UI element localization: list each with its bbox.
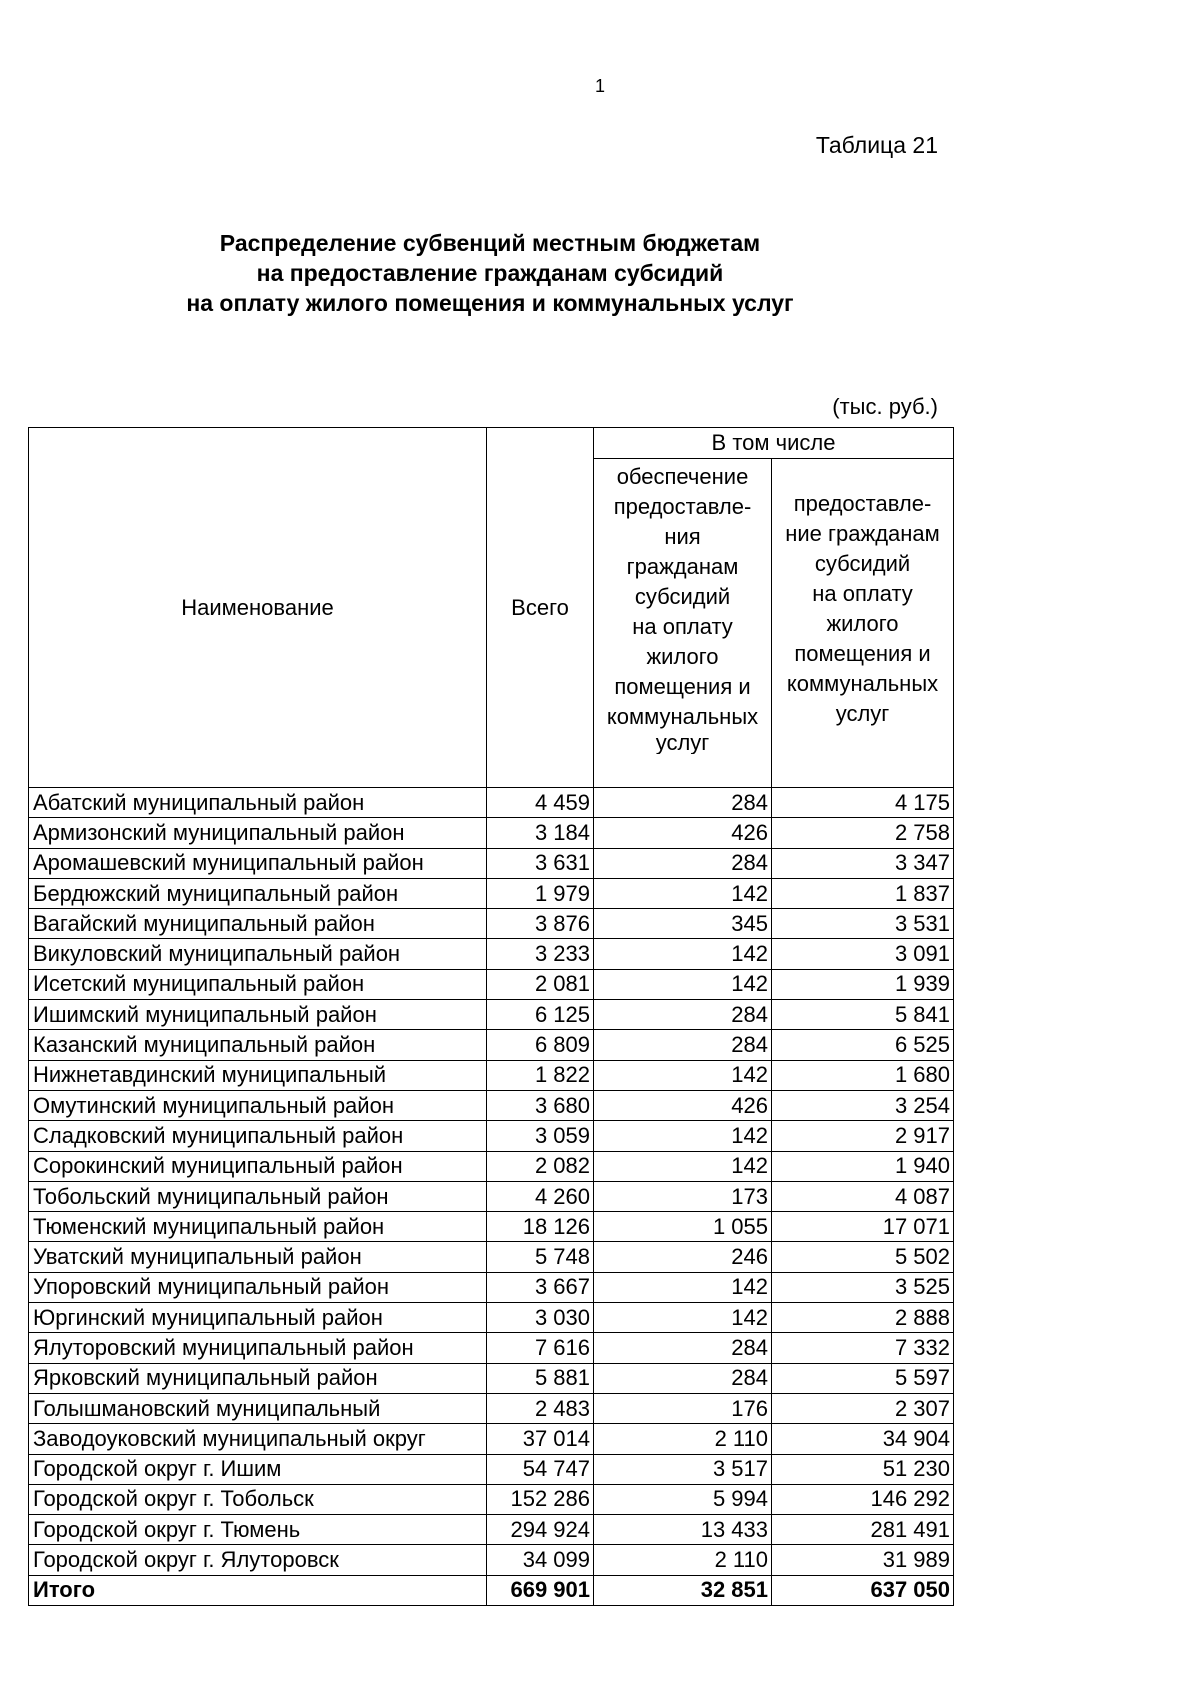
row-col1-cell: 284 xyxy=(594,1333,772,1363)
row-col1-cell: 1 055 xyxy=(594,1212,772,1242)
row-col2-cell: 1 837 xyxy=(772,878,954,908)
row-col1-cell: 3 517 xyxy=(594,1454,772,1484)
table-row xyxy=(29,1333,954,1363)
row-col2-cell: 1 939 xyxy=(772,969,954,999)
row-total-cell: 1 979 xyxy=(487,878,594,908)
row-col2-cell: 34 904 xyxy=(772,1424,954,1454)
row-col1-cell: 284 xyxy=(594,1000,772,1030)
header-col2-line: предоставле- xyxy=(793,491,932,516)
row-col2-cell: 637 050 xyxy=(772,1575,954,1605)
page-number: 1 xyxy=(594,76,605,96)
row-name-cell: Исетский муниципальный район xyxy=(29,969,487,999)
row-name-cell: Юргинский муниципальный район xyxy=(29,1303,487,1333)
row-total-cell: 7 616 xyxy=(487,1333,594,1363)
row-total-cell: 54 747 xyxy=(487,1454,594,1484)
row-total-cell: 37 014 xyxy=(487,1424,594,1454)
header-col1-line: жилого xyxy=(646,644,719,669)
row-name-cell: Городской округ г. Тобольск xyxy=(29,1484,487,1514)
table-row xyxy=(29,1030,954,1060)
header-col2 xyxy=(772,459,954,788)
row-col2-cell: 3 347 xyxy=(772,848,954,878)
row-total-cell: 18 126 xyxy=(487,1212,594,1242)
row-total-cell: 3 631 xyxy=(487,848,594,878)
row-name-cell: Казанский муниципальный район xyxy=(29,1030,487,1060)
row-col1-cell: 426 xyxy=(594,1090,772,1120)
header-col1-line: гражданам xyxy=(626,554,739,579)
row-total-cell: 2 081 xyxy=(487,969,594,999)
row-name-cell: Городской округ г. Ишим xyxy=(29,1454,487,1484)
row-name-cell: Вагайский муниципальный район xyxy=(29,909,487,939)
header-col2-line: коммунальных xyxy=(786,671,939,696)
row-col1-cell: 13 433 xyxy=(594,1515,772,1545)
row-total-cell: 3 233 xyxy=(487,939,594,969)
row-name-cell: Ишимский муниципальный район xyxy=(29,1000,487,1030)
row-col2-cell: 3 531 xyxy=(772,909,954,939)
row-col2-cell: 7 332 xyxy=(772,1333,954,1363)
header-col1-line: услуг xyxy=(655,732,710,754)
table-row xyxy=(29,1090,954,1120)
row-total-cell: 3 030 xyxy=(487,1303,594,1333)
row-col2-cell: 31 989 xyxy=(772,1545,954,1575)
header-col1-line: на оплату xyxy=(632,614,733,639)
row-total-cell: 3 059 xyxy=(487,1121,594,1151)
row-col1-cell: 2 110 xyxy=(594,1424,772,1454)
row-col2-cell: 2 758 xyxy=(772,818,954,848)
table-row xyxy=(29,939,954,969)
table-row xyxy=(29,1151,954,1181)
table-row xyxy=(29,1242,954,1272)
row-name-cell: Сорокинский муниципальный район xyxy=(29,1151,487,1181)
row-col1-cell: 142 xyxy=(594,878,772,908)
row-total-cell: 3 876 xyxy=(487,909,594,939)
row-col2-cell: 6 525 xyxy=(772,1030,954,1060)
title-line: на предоставление гражданам субсидий xyxy=(256,260,724,286)
row-col1-cell: 142 xyxy=(594,1151,772,1181)
row-col2-cell: 17 071 xyxy=(772,1212,954,1242)
row-total-cell: 5 881 xyxy=(487,1363,594,1393)
row-total-cell: 294 924 xyxy=(487,1515,594,1545)
row-name-cell: Бердюжский муниципальный район xyxy=(29,878,487,908)
header-col2-line: субсидий xyxy=(814,551,911,576)
row-name-cell: Тюменский муниципальный район xyxy=(29,1212,487,1242)
row-col2-cell: 281 491 xyxy=(772,1515,954,1545)
row-name-cell: Тобольский муниципальный район xyxy=(29,1181,487,1211)
row-col1-cell: 284 xyxy=(594,1363,772,1393)
row-name-cell: Аромашевский муниципальный район xyxy=(29,848,487,878)
row-col1-cell: 142 xyxy=(594,969,772,999)
table-row xyxy=(29,1515,954,1545)
row-total-cell: 2 483 xyxy=(487,1393,594,1423)
header-group: В том числе xyxy=(594,428,954,459)
table-row xyxy=(29,1393,954,1423)
header-col1-line: субсидий xyxy=(634,584,731,609)
table-total-row xyxy=(29,1575,954,1605)
row-name-cell: Упоровский муниципальный район xyxy=(29,1272,487,1302)
header-col2-line: помещения и xyxy=(794,641,931,666)
row-name-cell: Уватский муниципальный район xyxy=(29,1242,487,1272)
row-col1-cell: 142 xyxy=(594,939,772,969)
row-col1-cell: 5 994 xyxy=(594,1484,772,1514)
row-col1-cell: 2 110 xyxy=(594,1545,772,1575)
row-col2-cell: 5 502 xyxy=(772,1242,954,1272)
row-col1-cell: 284 xyxy=(594,1030,772,1060)
row-col1-cell: 142 xyxy=(594,1303,772,1333)
header-col1-line: обеспечение xyxy=(616,464,749,489)
row-total-cell: 6 809 xyxy=(487,1030,594,1060)
header-name: Наименование xyxy=(29,428,487,788)
subvention-table xyxy=(28,427,954,1606)
row-col2-cell: 4 087 xyxy=(772,1181,954,1211)
table-row xyxy=(29,1272,954,1302)
header-col1-line: коммунальных xyxy=(606,704,759,729)
row-col1-cell: 142 xyxy=(594,1060,772,1090)
table-row xyxy=(29,1454,954,1484)
row-total-cell: 3 184 xyxy=(487,818,594,848)
table-body xyxy=(29,788,954,1606)
row-total-cell: 669 901 xyxy=(487,1575,594,1605)
row-col2-cell: 1 940 xyxy=(772,1151,954,1181)
table-row xyxy=(29,1303,954,1333)
row-col1-cell: 345 xyxy=(594,909,772,939)
header-col2-line: ние гражданам xyxy=(785,521,940,546)
row-col2-cell: 51 230 xyxy=(772,1454,954,1484)
units-label: (тыс. руб.) xyxy=(832,394,938,419)
row-total-cell: 2 082 xyxy=(487,1151,594,1181)
row-col2-cell: 4 175 xyxy=(772,788,954,818)
table-row xyxy=(29,1060,954,1090)
row-total-cell: 1 822 xyxy=(487,1060,594,1090)
table-row xyxy=(29,1545,954,1575)
table-row xyxy=(29,1484,954,1514)
row-name-cell: Сладковский муниципальный район xyxy=(29,1121,487,1151)
header-col1-line: ния xyxy=(664,524,701,549)
header-col1 xyxy=(594,459,772,788)
row-name-cell: Городской округ г. Тюмень xyxy=(29,1515,487,1545)
row-col2-cell: 3 091 xyxy=(772,939,954,969)
row-total-cell: 4 459 xyxy=(487,788,594,818)
row-col2-cell: 2 307 xyxy=(772,1393,954,1423)
header-col2-line: услуг xyxy=(835,701,890,726)
row-name-cell: Ярковский муниципальный район xyxy=(29,1363,487,1393)
row-total-cell: 152 286 xyxy=(487,1484,594,1514)
table-row xyxy=(29,1424,954,1454)
table-row xyxy=(29,1000,954,1030)
row-name-cell: Заводоуковский муниципальный округ xyxy=(29,1424,487,1454)
row-name-cell: Викуловский муниципальный район xyxy=(29,939,487,969)
table-row xyxy=(29,1121,954,1151)
row-col1-cell: 284 xyxy=(594,848,772,878)
row-col2-cell: 146 292 xyxy=(772,1484,954,1514)
title-line: Распределение субвенций местным бюджетам xyxy=(219,230,761,256)
row-col1-cell: 284 xyxy=(594,788,772,818)
row-col2-cell: 3 254 xyxy=(772,1090,954,1120)
header-col2-line: на оплату xyxy=(812,581,913,606)
document-title xyxy=(140,228,840,318)
row-col2-cell: 5 841 xyxy=(772,1000,954,1030)
row-col1-cell: 142 xyxy=(594,1121,772,1151)
row-name-cell: Армизонский муниципальный район xyxy=(29,818,487,848)
row-total-cell: 4 260 xyxy=(487,1181,594,1211)
row-col2-cell: 3 525 xyxy=(772,1272,954,1302)
table-row xyxy=(29,1181,954,1211)
row-name-cell: Городской округ г. Ялуторовск xyxy=(29,1545,487,1575)
table-row xyxy=(29,1363,954,1393)
row-total-cell: 6 125 xyxy=(487,1000,594,1030)
row-name-cell: Нижнетавдинский муниципальный xyxy=(29,1060,487,1090)
row-col1-cell: 32 851 xyxy=(594,1575,772,1605)
row-col1-cell: 173 xyxy=(594,1181,772,1211)
row-col1-cell: 426 xyxy=(594,818,772,848)
table-row xyxy=(29,909,954,939)
header-col1-line: предоставле- xyxy=(613,494,752,519)
row-col1-cell: 176 xyxy=(594,1393,772,1423)
row-col2-cell: 1 680 xyxy=(772,1060,954,1090)
table-row xyxy=(29,969,954,999)
row-name-cell: Абатский муниципальный район xyxy=(29,788,487,818)
table-row xyxy=(29,848,954,878)
row-total-cell: 5 748 xyxy=(487,1242,594,1272)
row-col2-cell: 5 597 xyxy=(772,1363,954,1393)
row-col1-cell: 246 xyxy=(594,1242,772,1272)
row-col2-cell: 2 888 xyxy=(772,1303,954,1333)
row-name-cell: Итого xyxy=(29,1575,487,1605)
row-col1-cell: 142 xyxy=(594,1272,772,1302)
row-name-cell: Омутинский муниципальный район xyxy=(29,1090,487,1120)
row-total-cell: 3 667 xyxy=(487,1272,594,1302)
table-row xyxy=(29,818,954,848)
table-row xyxy=(29,788,954,818)
header-col2-line: жилого xyxy=(826,611,899,636)
header-total: Всего xyxy=(487,428,594,788)
table-row xyxy=(29,1212,954,1242)
header-col1-line: помещения и xyxy=(614,674,751,699)
row-total-cell: 3 680 xyxy=(487,1090,594,1120)
title-line: на оплату жилого помещения и коммунальных услуг xyxy=(186,290,794,316)
table-row xyxy=(29,878,954,908)
table-number: Таблица 21 xyxy=(815,132,938,158)
row-name-cell: Ялуторовский муниципальный район xyxy=(29,1333,487,1363)
row-col2-cell: 2 917 xyxy=(772,1121,954,1151)
row-total-cell: 34 099 xyxy=(487,1545,594,1575)
row-name-cell: Голышмановский муниципальный xyxy=(29,1393,487,1423)
